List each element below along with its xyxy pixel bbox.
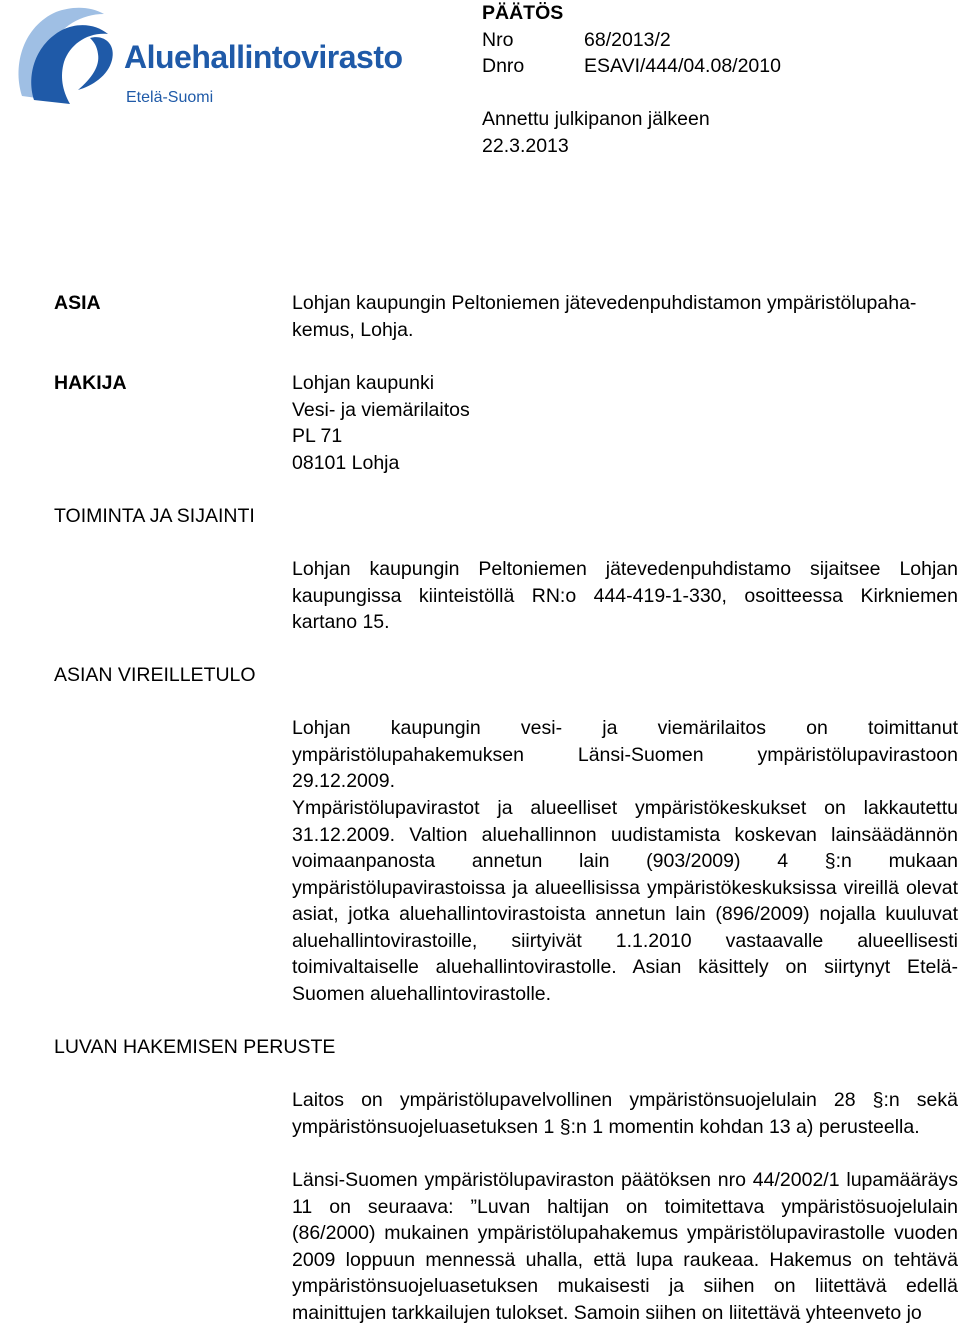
nro-row — [482, 27, 781, 54]
nro-label: Nro — [482, 28, 514, 51]
logo-swoosh-hook — [78, 37, 113, 90]
given-text: Annettu julkipanon jälkeen — [482, 108, 710, 130]
nro-value: 68/2013/2 — [584, 28, 671, 51]
peruste-text-1 — [292, 1087, 958, 1140]
header-spacer — [482, 80, 781, 107]
hakija-label: HAKIJA — [54, 372, 127, 394]
toiminta-paragraph: Lohjan kaupungin Peltoniemen jätevedenpuhdistamo sijaitsee Lohjan kaupungissa kiinteistöllä RN:o 444-419-1-330, osoitteessa Kirkniemen kartano 15. — [292, 558, 958, 633]
dnro-value: ESAVI/444/04.08/2010 — [584, 55, 781, 77]
dnro-label: Dnro — [482, 55, 525, 77]
vireille-text-1 — [292, 715, 958, 795]
asia-line-2: kemus, Lohja. — [292, 318, 414, 341]
hakija-address — [292, 370, 958, 476]
vireille-paragraph-1: Lohjan kaupungin vesi- ja viemärilaitos on toimittanut ympäristölupahakemuksen Länsi-Suomen ympäristölupavirastoon 29.12.2009. — [292, 717, 958, 792]
asia-line-1: Lohjan kaupungin Peltoniemen jätevedenpuhdistamon ympäristölupaha- — [292, 292, 917, 314]
logo-wordmark: Aluehallintovirasto — [124, 39, 403, 75]
toiminta-text — [292, 556, 958, 636]
hakija-line: PL 71 — [292, 425, 343, 447]
vireille-label: ASIAN VIREILLETULO — [54, 664, 256, 686]
logo-region: Etelä-Suomi — [126, 89, 214, 106]
dnro-row — [482, 53, 781, 80]
toiminta-label: TOIMINTA JA SIJAINTI — [54, 505, 255, 527]
peruste-label: LUVAN HAKEMISEN PERUSTE — [54, 1036, 336, 1058]
hakija-line: Vesi- ja viemärilaitos — [292, 398, 470, 421]
given-date: 22.3.2013 — [482, 134, 569, 157]
decision-title: PÄÄTÖS — [482, 2, 564, 24]
peruste-paragraph-1: Laitos on ympäristölupavelvollinen ympäristönsuojelulain 28 §:n sekä ympäristönsuojeluasetuksen 1 §:n 1 momentin kohdan 13 a) perusteella. — [292, 1089, 958, 1138]
hakija-line: 08101 Lohja — [292, 451, 400, 474]
asia-text — [292, 290, 958, 343]
vireille-paragraph-2: Ympäristölupavirastot ja alueelliset ympäristökeskukset on lakkautettu 31.12.2009. Valtion aluehallinnon uudistamista koskevan lainsäädännön voimaanpanosta annetun lain (903/2009) 4 §:n mukaan ympäristölupavirastoissa ja alueellisissa ympäristökeskuksissa vireillä olevat asiat, jotka aluehallintovirastoista annetun lain (896/2009) nojalla kuuluvat aluehallintovirastoille, siirtyivät 1.1.2010 vastaavalle alueellisesti toimivaltaiselle aluehallintovirastolle. Asian käsittely on siirtynyt Etelä-Suomen aluehallintovirastolle. — [292, 797, 958, 1005]
peruste-text-2 — [292, 1167, 958, 1326]
peruste-paragraph-2: Länsi-Suomen ympäristölupaviraston päätöksen nro 44/2002/1 lupamääräys 11 on seuraava: ”Luvan haltijan on toimitettava ympäristösuojelulain (86/2000) mukainen ympäristölupahakemus ympäristölupavirastolle vuoden 2009 loppuun mennessä uhalla, että lupa raukeaa. Hakemus on tehtävä ympäristönsuojeluasetuksen mukaisesti ja siihen on liitettävä edellä mainittujen tarkkailujen tulokset. Samoin siihen on liitettävä yhteenveto jo — [292, 1169, 958, 1324]
decision-header — [482, 0, 781, 159]
hakija-line: Lohjan kaupunki — [292, 372, 435, 394]
vireille-text-2 — [292, 795, 958, 1007]
asia-label: ASIA — [54, 292, 101, 314]
